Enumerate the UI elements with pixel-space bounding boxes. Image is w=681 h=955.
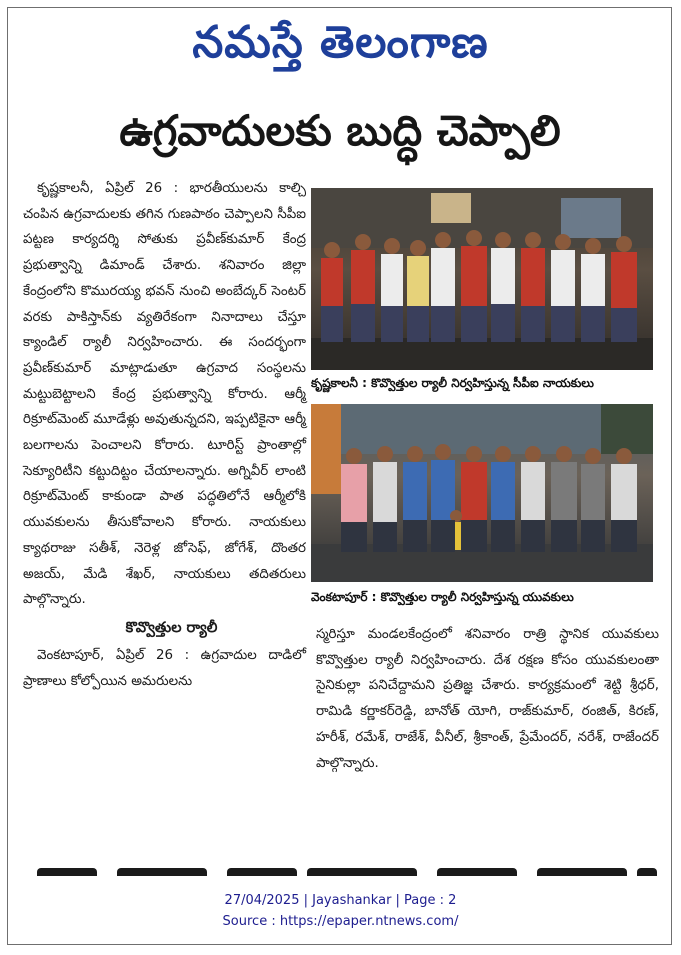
footer-date-edition: 27/04/2025 | Jayashankar | Page : 2	[224, 893, 457, 908]
cropped-next-headline	[7, 866, 672, 878]
photo-caption-krishnacolony: కృష్ణకాలనీ : కొవ్వొత్తుల ర్యాలీ నిర్వహిస్తున్న సీపీఐ నాయకులు	[311, 376, 594, 390]
photo-youth-candle-rally	[311, 404, 653, 582]
newspaper-masthead: నమస్తే తెలంగాణ	[192, 17, 489, 68]
article-right-column	[316, 622, 659, 776]
photo-cpi-candle-rally	[311, 188, 653, 370]
article-headline: ఉగ్రవాదులకు బుద్ధి చెప్పాలి	[119, 106, 561, 155]
article-paragraph-venkatapur: వెంకటాపూర్, ఏప్రిల్ 26 : ఉగ్రవాదుల దాడిలో ప్రాణాలు కోల్పోయిన అమరులను	[23, 647, 306, 689]
photo-caption-venkatapur: వెంకటాపూర్ : కొవ్వొత్తుల ర్యాలీ నిర్వహిస్తున్న యువకులు	[311, 590, 574, 604]
crowd-illustration	[311, 404, 653, 582]
article-paragraph-krishnacolony: కృష్ణకాలనీ, ఏప్రిల్ 26 : భారతీయులను కాల్చి చంపిన ఉగ్రవాదులకు తగిన గుణపాఠం చెప్పాలని సీపీఐ పట్టణ కార్యదర్శి సోతుకు ప్రవీణ్‌కుమార్ కేంద్ర ప్రభుత్వాన్ని డిమాండ్ చేశారు. శనివారం జిల్లా కేంద్రంలోని కొమురయ్య భవన్ నుంచి అంబేద్కర్ సెంటర్ వరకు పాకిస్తాన్‌కు వ్యతిరేకంగా నినాదాలు చేస్తూ క్యాండిల్ ర్యాలీ నిర్వహించారు. ఈ సందర్భంగా ప్రవీణ్‌కుమార్ మాట్లాడుతూ ఉగ్రవాద సంస్థలను మట్టుబెట్టాలని కేంద్ర ప్రభుత్వాన్ని కోరారు. ఆర్మీ రిక్రూట్‌మెంట్ మూడేళ్లు అవుతున్నదని, ఇప్పటికైనా ఆర్మీ బలగాలను పెంచాలని కోరారు. టూరిస్ట్ ప్రాంతాల్లో సెక్యూరిటీని కట్టుదిట్టం చేయాలన్నారు. అగ్నివీర్ లాంటి రిక్రూట్‌మెంట్ కాకుండా పాత పద్ధతిలోనే ఆర్మీలోకి యువకులను తీసుకోవాలని కోరారు. నాయకులు క్యాథరాజు సతీశ్, నెరెళ్ల జోసెఫ్, జోగేశ్, దొంతర అజయ్, మేడి శేఖర్, నాయకులు తదితరులు పాల్గొన్నారు.	[23, 181, 306, 608]
footer-source: Source : https://epaper.ntnews.com/	[222, 914, 459, 929]
page-footer	[0, 890, 681, 932]
article-left-column	[23, 176, 306, 694]
article-paragraph-continued: స్మరిస్తూ మండలకేంద్రంలో శనివారం రాత్రి స్థానిక యువకులు కొవ్వొత్తుల ర్యాలీ నిర్వహించారు. దేశ రక్షణ కోసం యువకులంతా సైనికుల్లా పనిచేద్దామని ప్రతిజ్ఞ చేశారు. కార్యక్రమంలో శెట్టి శ్రీధర్, రామిడి కర్ణాకర్‌రెడ్డి, బానోత్ యోగి, రాజ్‌కుమార్, రంజిత్, కిరణ్, హరీశ్, రమేశ్, రాజేశ్, వీనీల్, శ్రీకాంత్, ప్రేమేందర్, నరేశ్, రాజేందర్ పాల్గొన్నారు.	[316, 627, 659, 771]
crowd-illustration	[311, 188, 653, 370]
article-subheading: కొవ్వొత్తుల ర్యాలీ	[125, 619, 218, 636]
